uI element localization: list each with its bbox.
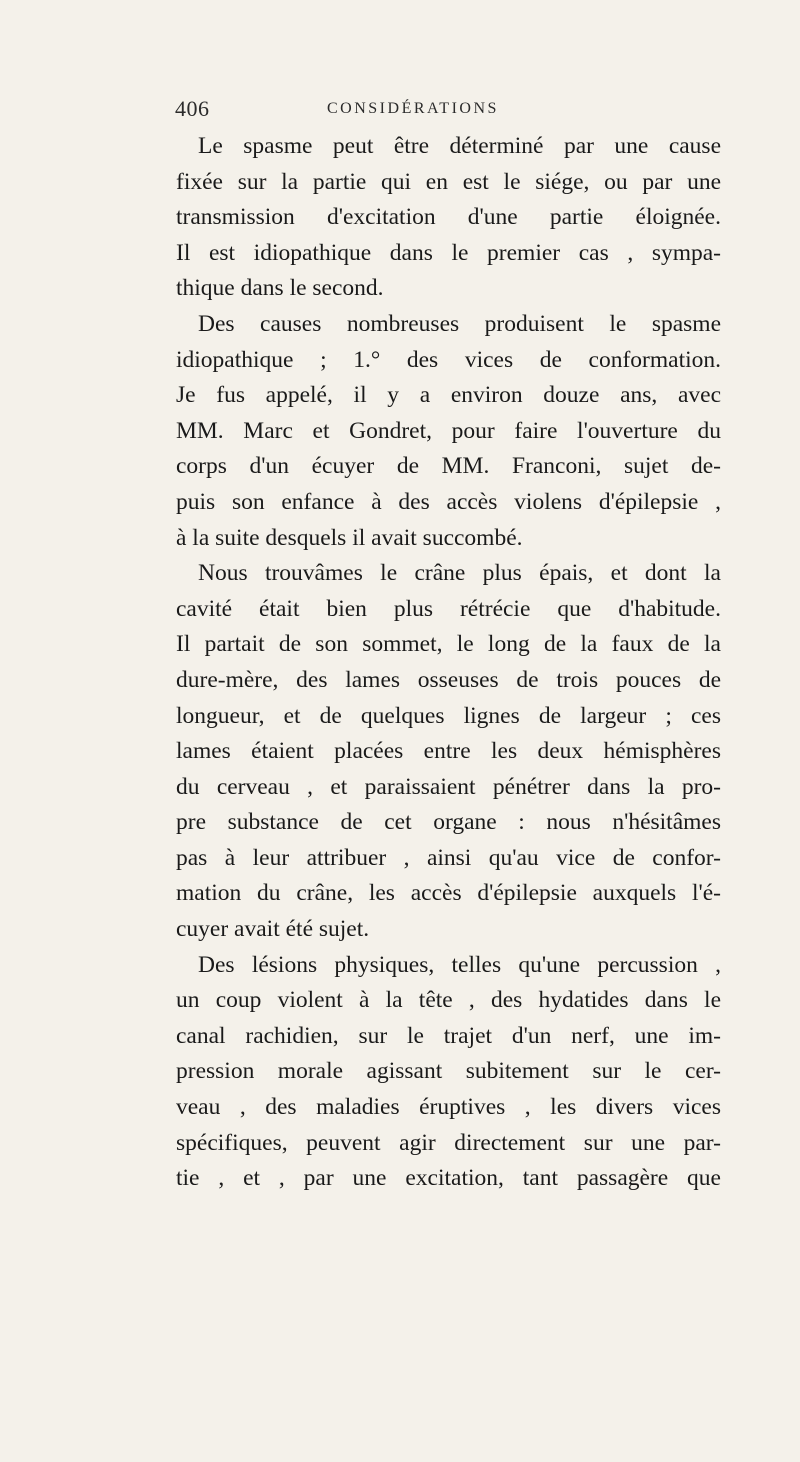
running-head: CONSIDÉRATIONS <box>327 100 499 117</box>
text-line: Nous trouvâmes le crâne plus épais, et dont la <box>198 560 721 587</box>
page-header <box>175 96 715 126</box>
text-line: dure-mère, des lames osseuses de trois pouces de <box>176 666 721 693</box>
text-line: puis son enfance à des accès violens d'épilepsie , <box>176 488 721 515</box>
text-line: pre substance de cet organe : nous n'hésitâmes <box>176 809 721 836</box>
body-text <box>176 129 721 1197</box>
text-line: pas à leur attribuer , ainsi qu'au vice de confor- <box>176 844 721 871</box>
text-line: corps d'un écuyer de MM. Franconi, sujet de- <box>176 453 721 480</box>
text-line: MM. Marc et Gondret, pour faire l'ouverture du <box>176 417 721 444</box>
text-line: un coup violent à la tête , des hydatides dans le <box>176 987 721 1014</box>
text-line: Le spasme peut être déterminé par une cause <box>198 133 721 159</box>
text-line: veau , des maladies éruptives , les divers vices <box>176 1094 721 1121</box>
text-line: idiopathique ; 1.° des vices de conformation. <box>176 346 721 373</box>
text-line: cuyer avait été sujet. <box>176 916 370 943</box>
text-line: lames étaient placées entre les deux hémisphères <box>176 738 721 765</box>
text-line: tie , et , par une excitation, tant passagère que <box>176 1165 721 1192</box>
text-line: longueur, et de quelques lignes de largeur ; ces <box>176 702 721 729</box>
text-line: pression morale agissant subitement sur le cer- <box>176 1058 721 1085</box>
text-line: Des lésions physiques, telles qu'une percussion , <box>198 951 721 978</box>
text-line: canal rachidien, sur le trajet d'un nerf, une im- <box>176 1022 721 1049</box>
text-line: à la suite desquels il avait succombé. <box>176 524 523 551</box>
text-line: fixée sur la partie qui en est le siége, ou par une <box>176 168 721 195</box>
page-number: 406 <box>175 96 210 121</box>
text-line: mation du crâne, les accès d'épilepsie auxquels l'é- <box>176 880 721 907</box>
text-line: du cerveau , et paraissaient pénétrer dans la pro- <box>176 773 721 800</box>
text-line: spécifiques, peuvent agir directement sur une par- <box>176 1129 721 1156</box>
text-line: transmission d'excitation d'une partie éloignée. <box>176 204 721 231</box>
text-line: thique dans le second. <box>176 275 384 302</box>
text-line: cavité était bien plus rétrécie que d'habitude. <box>176 595 721 622</box>
text-line: Je fus appelé, il y a environ douze ans, avec <box>176 382 721 409</box>
text-line: Des causes nombreuses produisent le spasme <box>198 310 721 337</box>
text-line: Il est idiopathique dans le premier cas , sympa- <box>176 239 721 266</box>
text-line: Il partait de son sommet, le long de la faux de la <box>176 631 721 658</box>
